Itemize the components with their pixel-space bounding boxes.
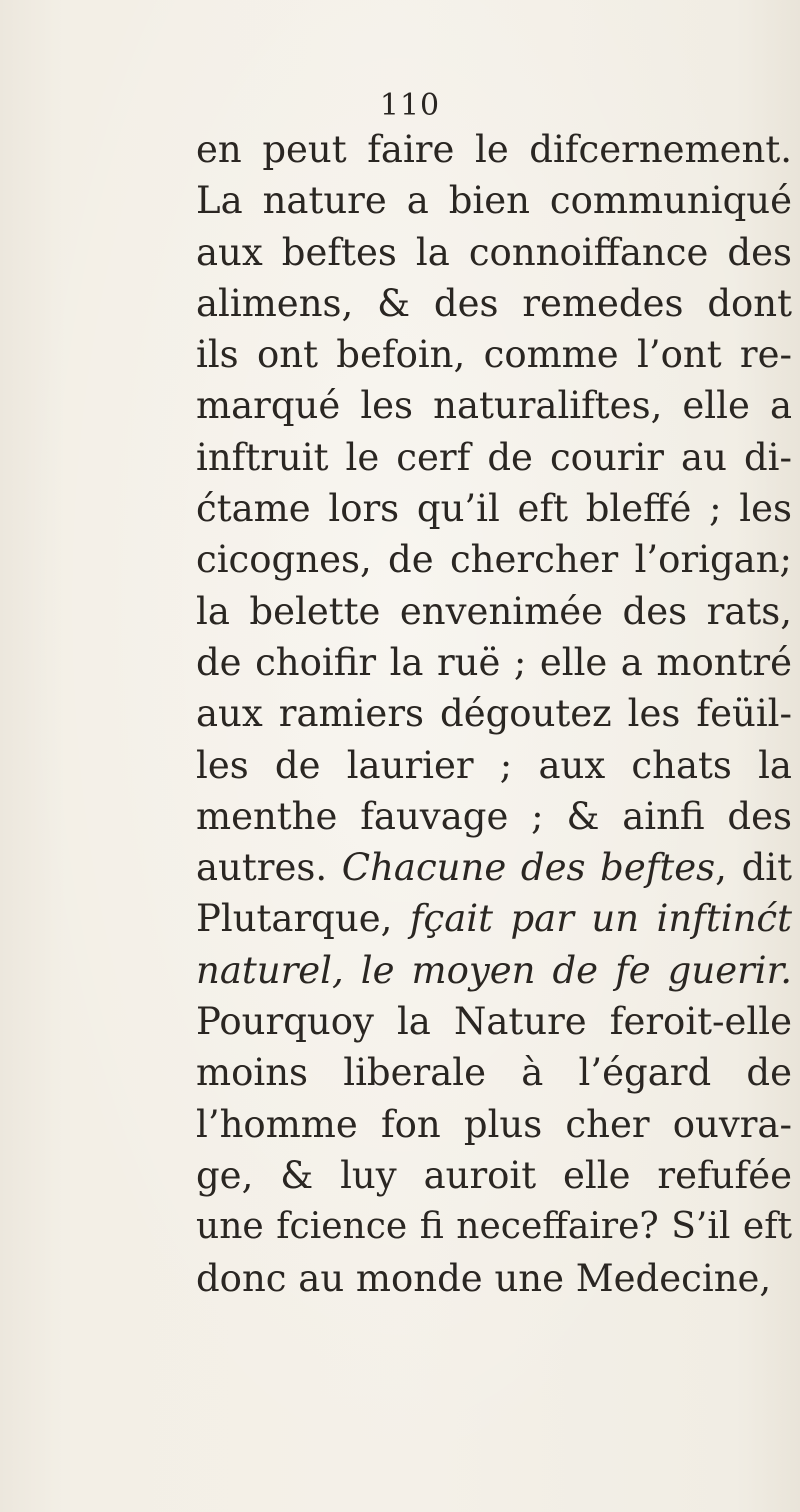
- text-segment: de choifir la ruë ; elle a montré: [196, 640, 792, 684]
- text-line: [196, 432, 792, 483]
- page-number: 110: [379, 88, 441, 123]
- text-line: [196, 1047, 792, 1098]
- text-segment: cicognes, de chercher l’origan;: [196, 538, 792, 582]
- text-line: [196, 483, 792, 534]
- text-line: [196, 791, 792, 842]
- text-line: [196, 1099, 792, 1150]
- text-line: [196, 278, 792, 329]
- text-segment: autres.: [196, 846, 342, 890]
- text-segment: donc au monde une Medecine,: [196, 1256, 772, 1300]
- text-segment: les de laurier ; aux chats la: [196, 743, 792, 787]
- text-segment: une fcience fi neceffaire? S’il eft: [196, 1206, 792, 1248]
- text-line: [196, 688, 792, 739]
- text-line: [196, 1253, 792, 1304]
- text-line: [196, 945, 792, 996]
- text-line: [196, 124, 792, 175]
- text-line: [196, 893, 792, 944]
- text-line: [196, 1201, 792, 1252]
- text-segment: Plutarque,: [196, 897, 410, 941]
- text-segment: Pourquoy la Nature feroit-elle: [196, 1000, 792, 1044]
- body-text: [196, 124, 792, 1304]
- text-segment: ge, & luy auroit elle refufée: [196, 1153, 792, 1197]
- text-line: [196, 380, 792, 431]
- text-line: [196, 534, 792, 585]
- text-segment: aux beftes la connoiffance des: [196, 230, 792, 274]
- italic-text-segment: fçait par un inftinćt: [409, 897, 792, 941]
- text-line: [196, 586, 792, 637]
- text-line: [196, 175, 792, 226]
- text-line: [196, 740, 792, 791]
- text-line: [196, 329, 792, 380]
- text-segment: moins liberale à l’égard de: [196, 1051, 792, 1095]
- italic-text-segment: Chacune des beftes: [341, 846, 716, 890]
- text-segment: en peut faire le difcernement.: [196, 128, 792, 171]
- text-segment: menthe fauvage ; & ainfi des: [196, 794, 792, 838]
- text-segment: ćtame lors qu’il eft bleffé ; les: [196, 487, 792, 531]
- italic-text-segment: naturel, le moyen de fe guerir.: [196, 948, 792, 992]
- text-segment: marqué les naturaliftes, elle a: [196, 384, 792, 428]
- text-segment: inftruit le cerf de courir au di-: [196, 435, 792, 479]
- text-segment: l’homme fon plus cher ouvra-: [196, 1102, 792, 1146]
- text-segment: alimens, & des remedes dont: [196, 281, 792, 325]
- text-line: [196, 227, 792, 278]
- text-segment: , dit: [715, 846, 792, 890]
- text-segment: ils ont befoin, comme l’ont re-: [196, 333, 792, 377]
- text-segment: aux ramiers dégoutez les feüil-: [196, 692, 792, 736]
- text-line: [196, 1150, 792, 1201]
- text-line: [196, 637, 792, 688]
- text-line: [196, 996, 792, 1047]
- text-line: [196, 842, 792, 893]
- text-segment: la belette envenimée des rats,: [196, 589, 792, 633]
- text-segment: La nature a bien communiqué: [196, 179, 792, 223]
